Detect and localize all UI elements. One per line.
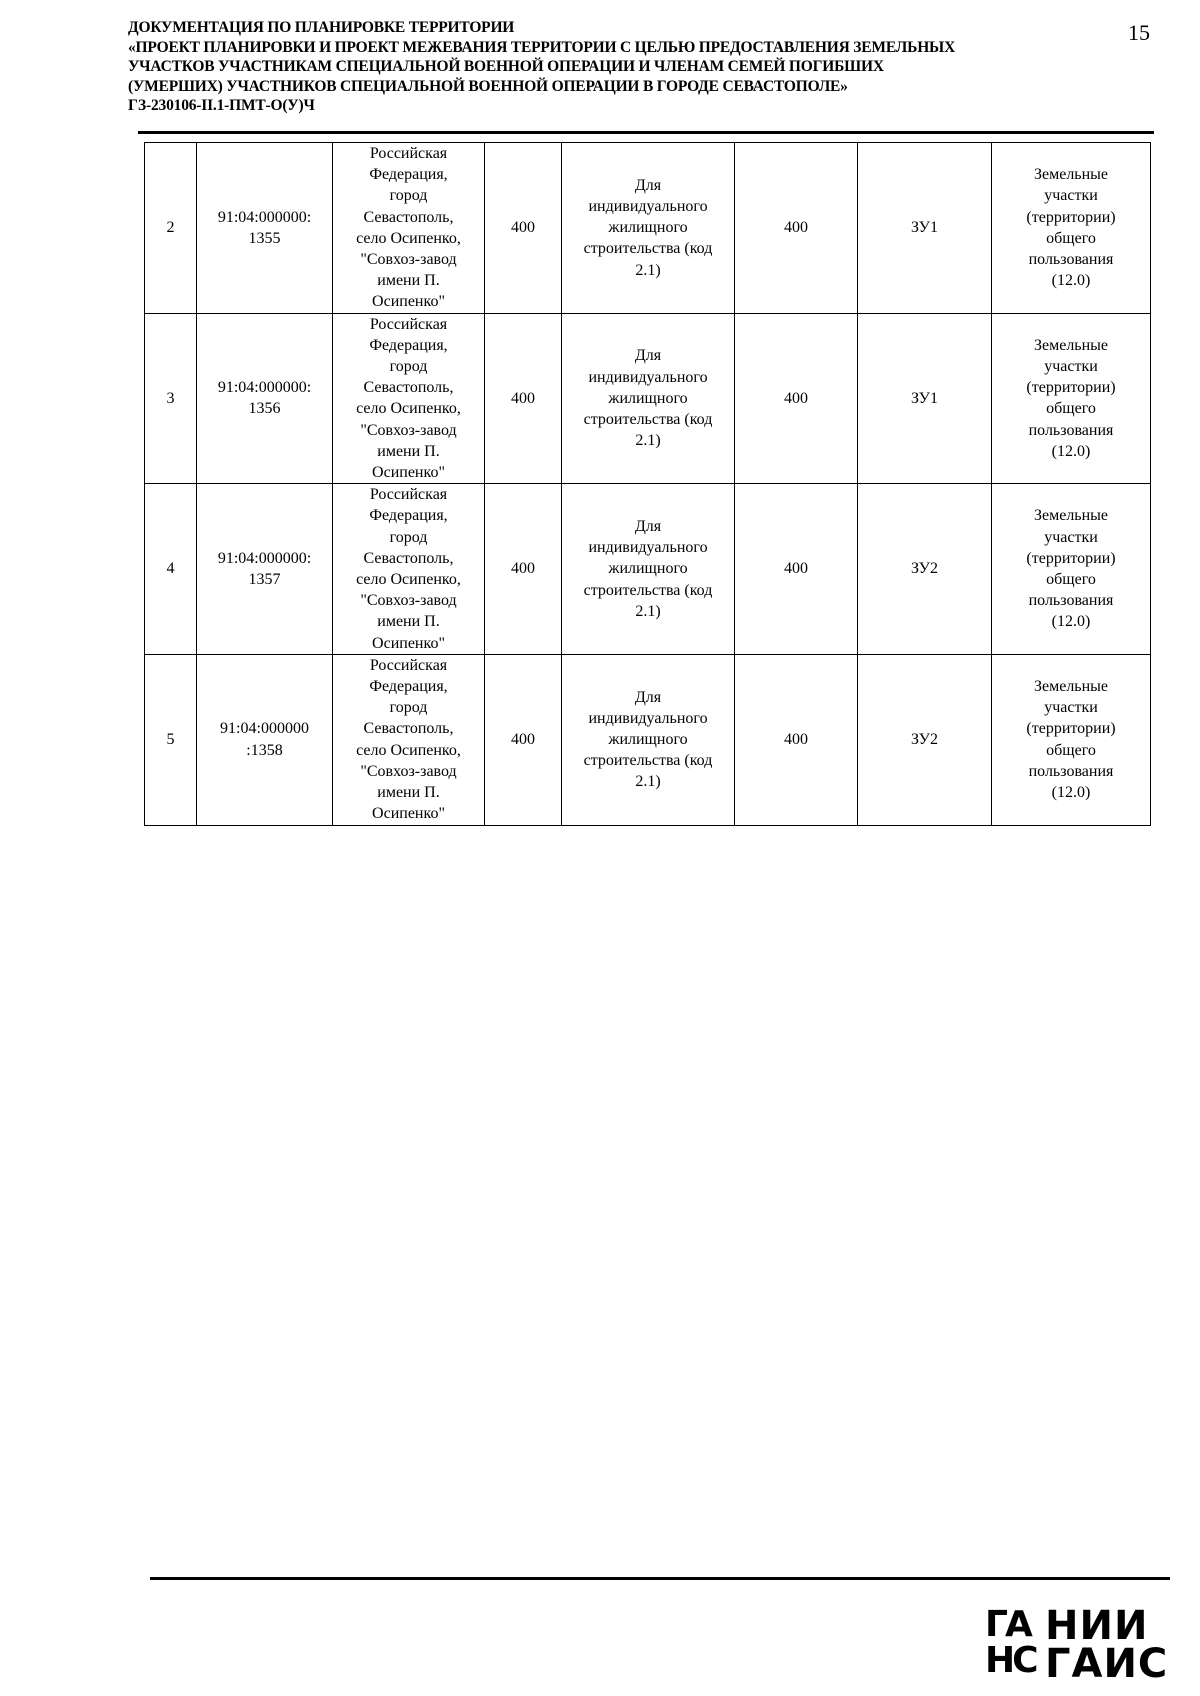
purpose-cell-line: участки — [1044, 358, 1098, 376]
permitted-use-cell-line: жилищного — [608, 389, 688, 407]
purpose-cell-line: Земельные — [1033, 166, 1109, 184]
purpose-cell-line: (12.0) — [1051, 613, 1091, 631]
address-cell-line: имени П. — [377, 613, 440, 631]
address-cell-line: имени П. — [377, 272, 440, 290]
purpose-cell-line: общего — [1046, 400, 1096, 418]
purpose-cell-line: участки — [1044, 528, 1098, 546]
permitted-use-cell-line: индивидуального — [588, 709, 708, 727]
permitted-use-cell-line: индивидуального — [588, 198, 708, 215]
address-cell-line: Севастополь, — [363, 208, 454, 226]
logo-mark-bottom: НС — [985, 1640, 1036, 1681]
purpose-cell-line: пользования — [1028, 421, 1114, 439]
document-header — [128, 18, 1088, 116]
permitted-use-cell-line: жилищного — [608, 731, 688, 749]
row-number-cell: 2 — [145, 143, 197, 314]
purpose-cell-line: (территории) — [1026, 208, 1116, 226]
address-cell-line: Севастополь, — [363, 379, 454, 397]
purpose-cell-line: Земельные — [1033, 336, 1109, 354]
address-cell-line: Федерация, — [369, 678, 448, 696]
permitted-use-cell — [562, 484, 735, 655]
purpose-cell-line: (12.0) — [1051, 784, 1091, 802]
table-row — [145, 654, 1151, 825]
address-cell-line: село Осипенко, — [356, 571, 461, 589]
cadastral-number-cell-line: 1356 — [248, 400, 281, 418]
cadastral-number-cell — [197, 484, 333, 655]
address-cell-line: город — [389, 699, 428, 717]
address-cell-line: село Осипенко, — [356, 400, 461, 418]
logo-text — [1045, 1603, 1169, 1687]
cadastral-number-cell-line: 1357 — [248, 571, 281, 589]
permitted-use-cell-line: индивидуального — [588, 539, 708, 557]
table-row — [145, 143, 1151, 314]
logo-mark-top: ГА — [985, 1604, 1030, 1645]
area-cell: 400 — [485, 654, 562, 825]
permitted-use-cell-line: 2.1) — [635, 261, 661, 279]
logo-text-bottom: ГАИС — [1045, 1641, 1169, 1687]
zone-cell: ЗУ2 — [858, 654, 992, 825]
permitted-use-cell-line: индивидуального — [588, 368, 708, 386]
zone-cell: ЗУ1 — [858, 313, 992, 484]
permitted-use-cell — [562, 143, 735, 314]
area-cell-2: 400 — [735, 654, 858, 825]
address-cell-line: Федерация, — [369, 336, 448, 354]
address-cell — [333, 654, 485, 825]
land-plots-table — [144, 142, 1151, 826]
purpose-cell-line: пользования — [1028, 592, 1114, 610]
logo-text-top: НИИ — [1045, 1603, 1149, 1649]
permitted-use-cell — [562, 313, 735, 484]
area-cell-2: 400 — [735, 143, 858, 314]
address-cell-line: Российская — [369, 315, 448, 333]
address-cell-line: Осипенко" — [372, 634, 445, 652]
address-cell-line: Российская — [369, 486, 448, 504]
cadastral-number-cell-line: 91:04:000000 — [220, 720, 309, 738]
permitted-use-cell-line: строительства (код — [583, 581, 713, 599]
permitted-use-cell-line: Для — [634, 688, 662, 706]
header-document-code: ГЗ-230106-II.1-ПМТ-О(У)Ч — [128, 97, 315, 114]
address-cell-line: Осипенко" — [372, 805, 445, 823]
address-cell-line: "Совхоз-завод — [360, 762, 457, 780]
cadastral-number-cell-line: 91:04:000000: — [217, 379, 312, 397]
permitted-use-cell-line: строительства (код — [583, 411, 713, 429]
permitted-use-cell-line: Для — [634, 347, 662, 365]
header-project-line-3: (УМЕРШИХ) УЧАСТНИКОВ СПЕЦИАЛЬНОЙ ВОЕННОЙ ОПЕРАЦИИ В ГОРОДЕ СЕВАСТОПОЛЕ» — [128, 77, 848, 95]
address-cell — [333, 143, 485, 314]
header-title-line: ДОКУМЕНТАЦИЯ ПО ПЛАНИРОВКЕ ТЕРРИТОРИИ — [128, 19, 515, 36]
row-number-cell: 5 — [145, 654, 197, 825]
address-cell-line: Федерация, — [369, 166, 448, 184]
purpose-cell-line: общего — [1046, 229, 1096, 247]
address-cell-line: Осипенко" — [372, 293, 445, 311]
header-divider — [138, 131, 1154, 134]
cadastral-number-cell-line: :1358 — [246, 741, 283, 759]
permitted-use-cell-line: жилищного — [608, 219, 688, 237]
purpose-cell-line: участки — [1044, 187, 1098, 205]
permitted-use-cell-line: 2.1) — [635, 432, 661, 450]
permitted-use-cell-line: строительства (код — [583, 240, 713, 258]
niigais-logo — [985, 1603, 1169, 1687]
address-cell-line: "Совхоз-завод — [360, 421, 457, 439]
purpose-cell — [992, 313, 1151, 484]
address-cell-line: село Осипенко, — [356, 229, 461, 247]
purpose-cell — [992, 484, 1151, 655]
address-cell-line: город — [389, 358, 428, 376]
cadastral-number-cell — [197, 654, 333, 825]
area-cell: 400 — [485, 484, 562, 655]
purpose-cell-line: общего — [1046, 571, 1096, 589]
zone-cell: ЗУ2 — [858, 484, 992, 655]
cadastral-number-cell-line: 91:04:000000: — [217, 549, 312, 567]
address-cell-line: "Совхоз-завод — [360, 592, 457, 610]
permitted-use-cell-line: жилищного — [608, 560, 688, 578]
page-number: 15 — [1128, 20, 1150, 45]
address-cell-line: село Осипенко, — [356, 741, 461, 759]
purpose-cell-line: пользования — [1028, 251, 1114, 269]
purpose-cell-line: (территории) — [1026, 549, 1116, 567]
row-number-cell: 3 — [145, 313, 197, 484]
purpose-cell — [992, 654, 1151, 825]
purpose-cell-line: (12.0) — [1051, 272, 1091, 290]
address-cell — [333, 484, 485, 655]
logo-mark — [985, 1604, 1045, 1683]
address-cell-line: город — [389, 528, 428, 546]
permitted-use-cell-line: строительства (код — [583, 752, 713, 770]
header-project-line-1: «ПРОЕКТ ПЛАНИРОВКИ И ПРОЕКТ МЕЖЕВАНИЯ ТЕРРИТОРИИ С ЦЕЛЬЮ ПРЕДОСТАВЛЕНИЯ ЗЕМЕЛЬНЫХ — [128, 38, 956, 56]
row-number-cell: 4 — [145, 484, 197, 655]
permitted-use-cell-line: Для — [634, 176, 662, 194]
address-cell-line: Российская — [369, 656, 448, 674]
address-cell-line: Российская — [369, 145, 448, 162]
cadastral-number-cell-line: 91:04:000000: — [217, 208, 312, 226]
address-cell-line: имени П. — [377, 442, 440, 460]
address-cell-line: имени П. — [377, 784, 440, 802]
area-cell-2: 400 — [735, 484, 858, 655]
address-cell-line: Осипенко" — [372, 464, 445, 482]
address-cell-line: Севастополь, — [363, 720, 454, 738]
cadastral-number-cell-line: 1355 — [248, 229, 281, 247]
permitted-use-cell-line: 2.1) — [635, 602, 661, 620]
purpose-cell-line: участки — [1044, 699, 1098, 717]
area-cell: 400 — [485, 143, 562, 314]
address-cell-line: "Совхоз-завод — [360, 251, 457, 269]
zone-cell: ЗУ1 — [858, 143, 992, 314]
purpose-cell-line: общего — [1046, 741, 1096, 759]
permitted-use-cell-line: 2.1) — [635, 773, 661, 791]
address-cell-line: Федерация, — [369, 507, 448, 525]
footer-divider — [150, 1577, 1170, 1580]
cadastral-number-cell — [197, 313, 333, 484]
purpose-cell-line: пользования — [1028, 762, 1114, 780]
header-project-line-2: УЧАСТКОВ УЧАСТНИКАМ СПЕЦИАЛЬНОЙ ВОЕННОЙ ОПЕРАЦИИ И ЧЛЕНАМ СЕМЕЙ ПОГИБШИХ — [128, 58, 884, 75]
area-cell: 400 — [485, 313, 562, 484]
cadastral-number-cell — [197, 143, 333, 314]
table-row — [145, 484, 1151, 655]
purpose-cell-line: (территории) — [1026, 379, 1116, 397]
purpose-cell — [992, 143, 1151, 314]
purpose-cell-line: (12.0) — [1051, 442, 1091, 460]
purpose-cell-line: Земельные — [1033, 507, 1109, 525]
area-cell-2: 400 — [735, 313, 858, 484]
table-row — [145, 313, 1151, 484]
address-cell — [333, 313, 485, 484]
permitted-use-cell — [562, 654, 735, 825]
address-cell-line: город — [389, 187, 428, 205]
purpose-cell-line: Земельные — [1033, 678, 1109, 696]
address-cell-line: Севастополь, — [363, 549, 454, 567]
purpose-cell-line: (территории) — [1026, 720, 1116, 738]
permitted-use-cell-line: Для — [634, 518, 662, 536]
